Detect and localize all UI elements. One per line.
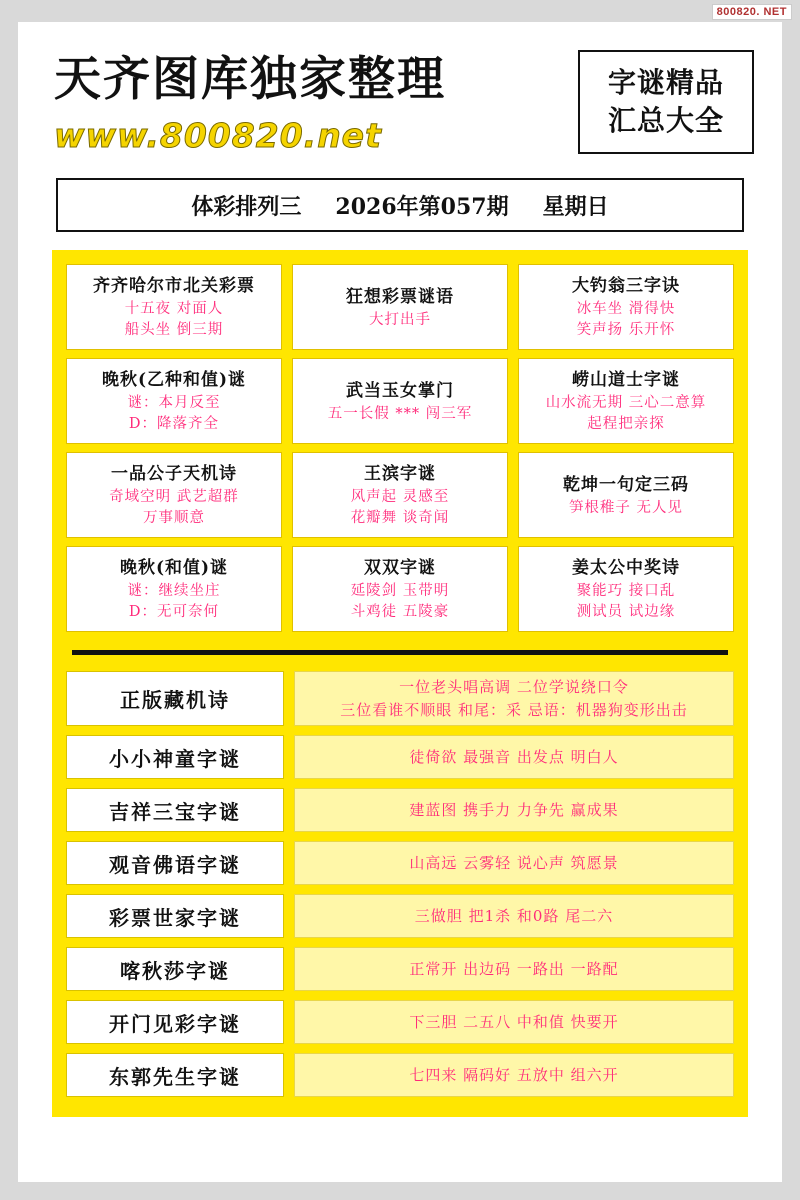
- page-title: 天齐图库独家整理: [54, 52, 446, 107]
- riddle-row-label: 开门见彩字谜: [66, 1000, 284, 1044]
- riddle-row: [66, 947, 734, 991]
- riddle-row: [66, 671, 734, 726]
- riddle-row-content: [294, 735, 734, 779]
- riddle-row-label: 喀秋莎字谜: [66, 947, 284, 991]
- riddle-card-title: 姜太公中奖诗: [572, 558, 680, 579]
- riddle-card: [66, 264, 282, 350]
- badge-line-1: 字谜精品: [607, 66, 724, 100]
- header-badge: [578, 50, 754, 154]
- riddle-card-line: 冰车坐 滑得快: [576, 301, 676, 317]
- riddle-row-content: [294, 841, 734, 885]
- riddle-row-content: [294, 788, 734, 832]
- issue-bar: [56, 178, 744, 232]
- riddle-card: [518, 452, 734, 538]
- riddle-card-line: 奇域空明 武艺超群: [109, 489, 239, 506]
- riddle-card-title: 齐齐哈尔市北关彩票: [93, 276, 255, 296]
- riddle-card-line: 万事顺意: [143, 510, 205, 527]
- riddle-card-line: 花瓣舞 谈奇闻: [350, 510, 450, 527]
- riddle-card-line: 起程把亲探: [587, 416, 665, 433]
- riddle-card-line: D：降落齐全: [128, 416, 220, 433]
- riddle-card-title: 乾坤一句定三码: [563, 474, 689, 495]
- riddle-card: [292, 264, 508, 350]
- riddle-card-title: 崂山道士字谜: [572, 370, 680, 391]
- riddle-row-list: [66, 671, 734, 1097]
- riddle-card-line: 谜：本月反至: [127, 395, 221, 412]
- riddle-row-line: 一位老头唱高调 二位学说绕口令: [399, 678, 629, 697]
- badge-line-2: 汇总大全: [607, 104, 724, 137]
- riddle-card-title: 晚秋(和值)谜: [119, 558, 229, 579]
- riddle-row-label: 彩票世家字谜: [66, 894, 284, 938]
- riddle-card-line: 大打出手: [369, 311, 431, 328]
- riddle-card-title: 双双字谜: [364, 558, 436, 579]
- lottery-period: 2026年第057期: [335, 193, 509, 220]
- riddle-row-label: 东郭先生字谜: [66, 1053, 284, 1097]
- riddle-card-line: 五一长假 *** 闯三军: [327, 405, 473, 422]
- content-panel: [52, 250, 748, 1117]
- riddle-row-label: 观音佛语字谜: [66, 841, 284, 885]
- riddle-row-line: 三位看谁不顺眼 和尾：采 忌语：机器狗变形出击: [340, 700, 688, 719]
- riddle-card: [292, 358, 508, 444]
- riddle-card: [66, 546, 282, 632]
- riddle-card-line: 笑声扬 乐开怀: [576, 322, 676, 339]
- riddle-card-title: 王滨字谜: [364, 464, 436, 485]
- riddle-card-line: 延陵剑 玉带明: [350, 583, 450, 600]
- riddle-row-content: [294, 671, 734, 726]
- site-watermark: 800820. NET: [712, 4, 792, 20]
- riddle-card: [66, 452, 282, 538]
- riddle-card-title: 狂想彩票谜语: [346, 286, 454, 307]
- riddle-row: [66, 735, 734, 779]
- riddle-row: [66, 841, 734, 885]
- riddle-row: [66, 1000, 734, 1044]
- riddle-row-line: 正常开 出边码 一路出 一路配: [409, 959, 619, 978]
- riddle-card: [518, 358, 734, 444]
- riddle-card-title: 大钓翁三字诀: [572, 276, 680, 296]
- riddle-card-line: 风声起 灵感至: [350, 489, 450, 506]
- lottery-weekday: 星期日: [542, 193, 609, 220]
- poster-sheet: [18, 22, 782, 1182]
- riddle-row-label: 正版藏机诗: [66, 671, 284, 726]
- riddle-card-title: 晚秋(乙种和值)谜: [101, 370, 247, 391]
- riddle-row-label: 吉祥三宝字谜: [66, 788, 284, 832]
- riddle-row-line: 徒倚欲 最强音 出发点 明白人: [409, 747, 619, 766]
- riddle-row-content: [294, 894, 734, 938]
- riddle-row: [66, 894, 734, 938]
- riddle-row-line: 山高远 云雾轻 说心声 筑愿景: [409, 853, 619, 872]
- riddle-card-line: 斗鸡徒 五陵豪: [350, 604, 450, 621]
- riddle-card-line: 十五夜 对面人: [124, 301, 224, 317]
- riddle-card: [292, 452, 508, 538]
- riddle-row: [66, 1053, 734, 1097]
- riddle-card-line: 船头坐 倒三期: [124, 322, 224, 339]
- riddle-row-content: [294, 1000, 734, 1044]
- riddle-card-title: 一品公子天机诗: [111, 464, 237, 485]
- riddle-row-label: 小小神童字谜: [66, 735, 284, 779]
- riddle-row-line: 下三胆 二五八 中和值 快要开: [409, 1012, 619, 1031]
- riddle-card-line: 笋根稚子 无人见: [568, 499, 684, 516]
- riddle-row: [66, 788, 734, 832]
- poster-header: [36, 38, 764, 168]
- site-url: www.800820.net: [54, 115, 382, 155]
- riddle-card-line: 测试员 试边缘: [576, 604, 676, 621]
- riddle-row-content: [294, 1053, 734, 1097]
- riddle-card-line: 谜：继续坐庄: [127, 583, 221, 600]
- riddle-card-grid: [66, 264, 734, 632]
- riddle-card-line: 聚能巧 接口乱: [576, 583, 676, 600]
- riddle-row-content: [294, 947, 734, 991]
- riddle-card: [518, 264, 734, 350]
- riddle-card-line: D：无可奈何: [128, 604, 220, 621]
- riddle-row-line: 三做胆 把1杀 和0路 尾二六: [414, 906, 614, 925]
- riddle-card-title: 武当玉女掌门: [346, 380, 454, 401]
- riddle-row-line: 七四来 隔码好 五放中 组六开: [409, 1065, 619, 1084]
- riddle-card-line: 山水流无期 三心二意算: [545, 395, 707, 412]
- riddle-card: [292, 546, 508, 632]
- riddle-row-line: 建蓝图 携手力 力争先 赢成果: [409, 800, 619, 819]
- riddle-card: [518, 546, 734, 632]
- riddle-card: [66, 358, 282, 444]
- section-divider: [72, 650, 728, 655]
- lottery-game-name: 体彩排列三: [191, 193, 302, 220]
- header-titles: [36, 38, 446, 155]
